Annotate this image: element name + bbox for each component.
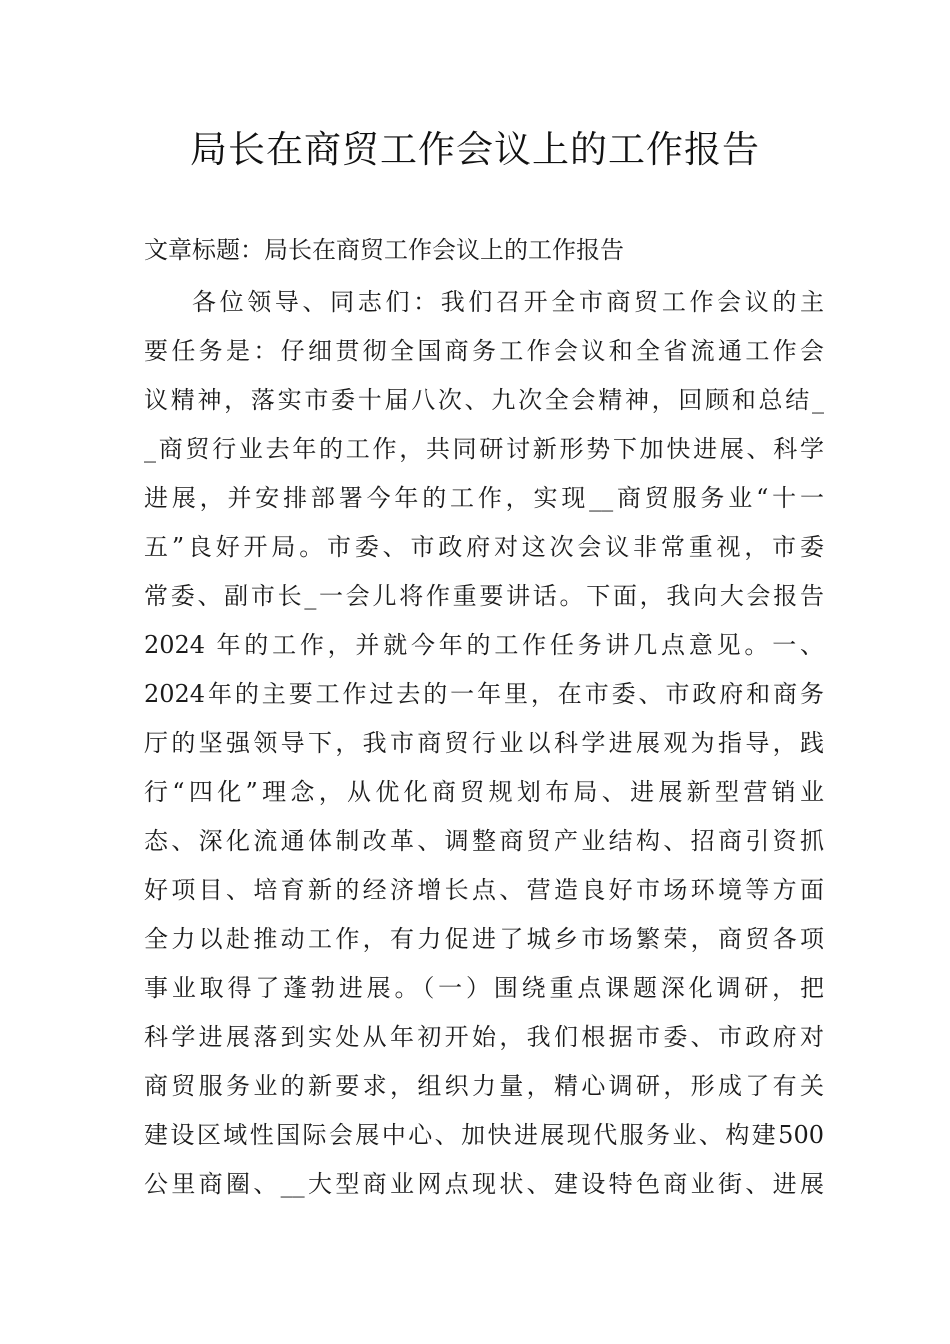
body-line: 进展，并安排部署今年的工作，实现__商贸服务业“十一 — [144, 484, 824, 512]
body-line: 建设区域性国际会展中心、加快进展现代服务业、构建500 — [144, 1121, 824, 1149]
body-line: 五”良好开局。市委、市政府对这次会议非常重视，市委 — [144, 533, 824, 561]
body-line: 好项目、培育新的经济增长点、营造良好市场环境等方面 — [144, 876, 824, 904]
body-line: 要任务是：仔细贯彻全国商务工作会议和全省流通工作会 — [144, 337, 824, 365]
body-text — [144, 278, 824, 1209]
article-title-line: 文章标题：局长在商贸工作会议上的工作报告 — [144, 236, 624, 264]
body-line: 常委、副市长_一会儿将作重要讲话。下面，我向大会报告 — [144, 582, 824, 610]
body-line: 态、深化流通体制改革、调整商贸产业结构、招商引资抓 — [144, 827, 824, 855]
body-line: 事业取得了蓬勃进展。（一）围绕重点课题深化调研，把 — [144, 974, 824, 1002]
body-line: 商贸服务业的新要求，组织力量，精心调研，形成了有关 — [144, 1072, 824, 1100]
body-line: 公里商圈、__大型商业网点现状、建设特色商业街、进展 — [144, 1170, 824, 1198]
document-title: 局长在商贸工作会议上的工作报告 — [190, 128, 760, 171]
body-line: 厅的坚强领导下，我市商贸行业以科学进展观为指导，践 — [144, 729, 824, 757]
body-line: 各位领导、同志们：我们召开全市商贸工作会议的主 — [192, 288, 824, 316]
body-line: 全力以赴推动工作，有力促进了城乡市场繁荣，商贸各项 — [144, 925, 824, 953]
body-line: _商贸行业去年的工作，共同研讨新形势下加快进展、科学 — [144, 435, 824, 463]
body-line: 议精神，落实市委十届八次、九次全会精神，回顾和总结_ — [144, 386, 824, 414]
body-line: 2024年的主要工作过去的一年里，在市委、市政府和商务 — [144, 680, 824, 708]
body-line: 科学进展落到实处从年初开始，我们根据市委、市政府对 — [144, 1023, 824, 1051]
body-line: 行“四化”理念，从优化商贸规划布局、进展新型营销业 — [144, 778, 824, 806]
body-line: 2024 年的工作，并就今年的工作任务讲几点意见。一、 — [144, 631, 824, 659]
